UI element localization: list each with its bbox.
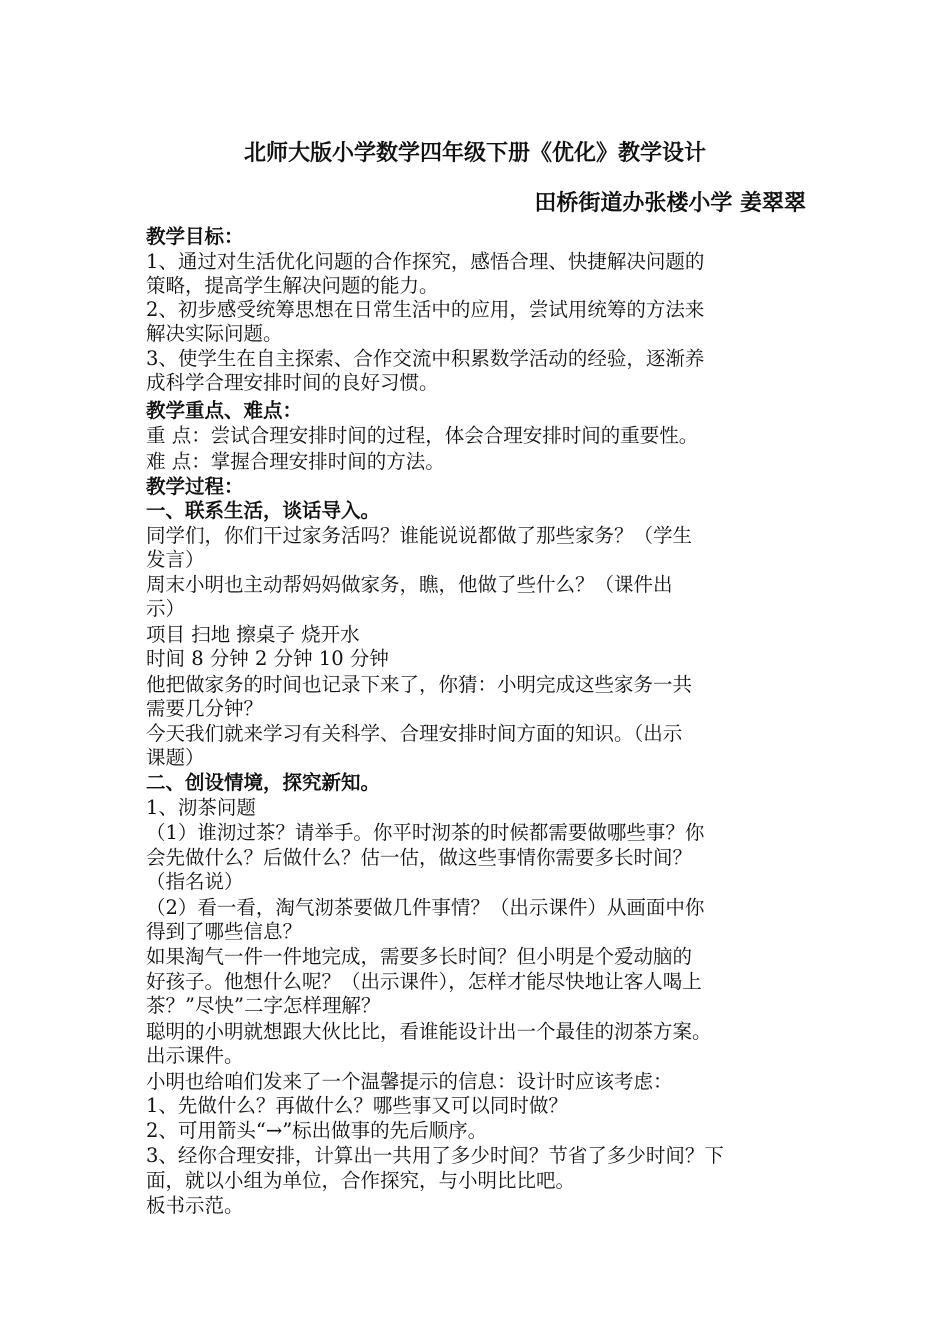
body-line: 解决实际问题。: [146, 322, 283, 345]
body-line: 3、经你合理安排，计算出一共用了多少时间？节省了多少时间？下: [146, 1144, 724, 1167]
body-line: 需要几分钟？: [146, 697, 264, 720]
body-line: 周末小明也主动帮妈妈做家务，瞧，他做了些什么？（课件出: [146, 573, 673, 596]
table-row-times: 时间 8 分钟 2 分钟 10 分钟: [146, 647, 389, 670]
table-row-items: 项目 扫地 擦桌子 烧开水: [146, 623, 360, 646]
body-line: 小明也给咱们发来了一个温馨提示的信息：设计时应该考虑：: [146, 1070, 673, 1093]
body-line: 他把做家务的时间也记录下来了，你猜：小明完成这些家务一共: [146, 673, 693, 696]
heading-key-points: 教学重点、难点：: [146, 399, 303, 422]
body-line: 1、通过对生活优化问题的合作探究，感悟合理、快捷解决问题的: [146, 250, 705, 273]
body-line: 3、使学生在自主探索、合作交流中积累数学活动的经验，逐渐养: [146, 347, 705, 370]
body-line: 板书示范。: [146, 1194, 244, 1217]
body-line: （2）看一看，淘气沏茶要做几件事情？（出示课件）从画面中你: [146, 896, 705, 919]
body-line: 聪明的小明就想跟大伙比比，看谁能设计出一个最佳的沏茶方案。: [146, 1020, 712, 1043]
body-line: 1、先做什么？再做什么？哪些事又可以同时做？: [146, 1094, 568, 1117]
document-title: 北师大版小学数学四年级下册《优化》教学设计: [243, 141, 706, 166]
body-line: 课题）: [146, 746, 205, 769]
heading-process: 教学过程：: [146, 475, 244, 498]
body-line: 如果淘气一件一件地完成，需要多长时间？但小明是个爱动脑的: [146, 945, 693, 968]
body-line: 成科学合理安排时间的良好习惯。: [146, 371, 439, 394]
heading-objectives: 教学目标：: [146, 225, 244, 248]
body-line: 今天我们就来学习有关科学、合理安排时间方面的知识。（出示: [146, 722, 683, 745]
body-line: 示）: [146, 597, 186, 620]
section-heading-1: 一、联系生活，谈话导入。: [146, 499, 381, 522]
body-line: 会先做什么？后做什么？估一估，做这些事情你需要多长时间？: [146, 846, 693, 869]
body-line: 重 点：尝试合理安排时间的过程，体会合理安排时间的重要性。: [146, 424, 699, 447]
body-line: 同学们，你们干过家务活吗？谁能说说都做了那些家务？（学生: [146, 524, 693, 547]
document-author: 田桥街道办张楼小学 姜翠翠: [534, 191, 806, 216]
section-heading-2: 二、创设情境，探究新知。: [146, 771, 381, 794]
body-line: （指名说）: [146, 870, 244, 893]
body-line: 策略，提高学生解决问题的能力。: [146, 274, 439, 297]
body-line: 2、初步感受统筹思想在日常生活中的应用，尝试用统筹的方法来: [146, 298, 705, 321]
body-line: （1）谁沏过茶？请举手。你平时沏茶的时候都需要做哪些事？你: [146, 821, 705, 844]
body-line: 面，就以小组为单位，合作探究，与小明比比吧。: [146, 1169, 576, 1192]
body-line: 发言）: [146, 548, 205, 571]
body-line: 得到了哪些信息？: [146, 920, 303, 943]
body-line: 难 点：掌握合理安排时间的方法。: [146, 450, 445, 473]
body-line: 好孩子。他想什么呢？（出示课件），怎样才能尽快地让客人喝上: [146, 970, 702, 993]
body-line: 茶？”尽快”二字怎样理解？: [146, 994, 381, 1017]
body-line: 1、沏茶问题: [146, 796, 256, 819]
body-line: 出示课件。: [146, 1044, 244, 1067]
body-line: 2、可用箭头“→”标出做事的先后顺序。: [146, 1119, 488, 1142]
